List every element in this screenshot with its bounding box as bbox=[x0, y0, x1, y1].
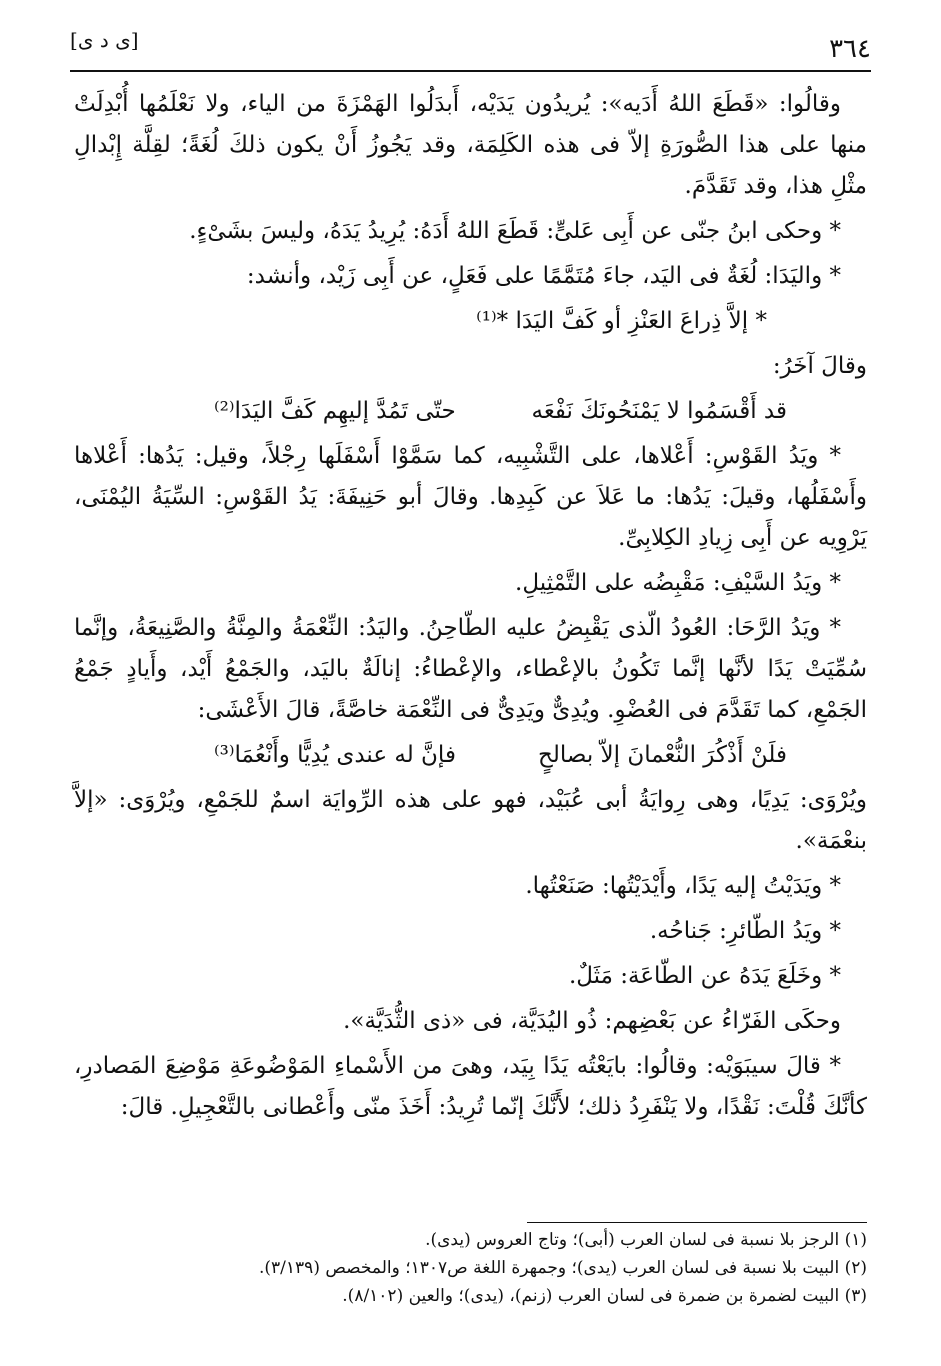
footnotes bbox=[74, 1226, 867, 1310]
footnote: (١) الرجز بلا نسبة فى لسان العرب (أبى)؛ وتاج العروس (يدى). bbox=[425, 1230, 867, 1250]
paragraph: * وحكى ابنُ جنّى عن أَبِى عَلىٍّ: قَطَعَ اللهُ أَدَهُ: يُرِيدُ يَدَهُ، وليسَ بشَىْءٍ. bbox=[189, 218, 841, 244]
main-text bbox=[74, 84, 867, 1216]
paragraph: وقالُوا: «قَطَعَ اللهُ أَدَيه»: يُريدُون يَدَيْه، أَبدَلُوا الهَمْزَةَ من الياء، ولا نَعْلَمُها أُبْدِلَتْ منها على هذا الصُّورَةِ إلاّ فى هذه الكَلِمَة، وقد يَجُوزُ أَنْ يكون ذلكَ لُغَةً؛ لقِلَّة إِبْدالِ مثْلِ هذا، وقد تَقَدَّمَ. bbox=[74, 91, 867, 199]
hemistich-second: حتّى تَمُدَّ إليهِم كَفَّ اليَدَا⁽²⁾ bbox=[214, 398, 456, 424]
paragraph: وحكَى الفَرّاءُ عن بَعْضِهم: ذُو اليُدَيَّة، فى «ذى الثُّدَيَّة». bbox=[343, 1008, 841, 1034]
root-letters: [ى د ى] bbox=[70, 28, 139, 52]
paragraph: * واليَدَا: لُغَةٌ فى اليَد، جاءَ مُتَمَّمًا على فَعَلٍ، عن أَبِى زَيْد، وأنشد: bbox=[246, 263, 841, 289]
verse-rajaz bbox=[74, 301, 867, 342]
paragraph: * ويَدُ القَوْسِ: أَعْلاها، على التَّشْبِيه، كما سَمَّوْا أَسْفَلَها رِجْلاً، وقيل: يَدُها: أَعْلاها وأَسْفَلُها، وقيلَ: يَدُها: ما عَلاَ عن كَبِدِها. وقالَ أبو حَنِيفَةَ: يَدُ القَوْسِ: السِّيَةُ اليُمْنَى، يَرْوِيه عن أَبِى زِيادِ الكِلابِىِّ. bbox=[74, 443, 867, 551]
paragraph: * ويَدَيْتُ إليه يَدًا، وأَيْدَيْتُها: صَنَعْتُها. bbox=[525, 873, 841, 899]
verse-line: * إلاَّ ذِراعَ العَنْزِ أو كَفَّ اليَدَا *⁽¹⁾ bbox=[476, 308, 767, 334]
paragraph: * قالَ سيبَوَيْه: وقالُوا: بايَعْتُه يَدًا بِيَد، وهىَ من الأَسْماءِ المَوْضُوعَةِ مَوْضِعَ المَصادرِ، كأنَّكَ قُلْتَ: نَقْدًا، ولا يَنْفَرِدُ ذلك؛ لأَنَّكَ إنّما تُرِيدُ: أَخَذَ منّى وأَعْطانى بالتَّعْجِيلِ. قالَ: bbox=[74, 1053, 867, 1120]
paragraph: ويُرْوَى: يَدِيًا، وهى رِوايَةُ أبى عُبَيْد، فهو على هذه الرِّوايَة اسمٌ للجَمْعِ، ويُرْوَى: «إلاَّ بنعْمَة». bbox=[74, 787, 867, 854]
verse-couplet bbox=[74, 391, 867, 432]
hemistich-first: فلَنْ أَذْكُرَ النُّعْمانَ إلاّ بصالحٍ bbox=[538, 742, 787, 768]
header-rule bbox=[70, 70, 871, 72]
page-header bbox=[70, 28, 871, 64]
paragraph: * ويَدُ السَّيْفِ: مَقْبِضُه على التَّمْثِيلِ. bbox=[515, 570, 841, 596]
footnote-rule bbox=[527, 1222, 867, 1223]
verse-couplet bbox=[74, 735, 867, 776]
paragraph: * ويَدُ الطّائرِ: جَناحُه. bbox=[649, 918, 841, 944]
paragraph: * ويَدُ الرَّحَا: العُودُ الّذى يَقْبِضُ عليه الطّاحِنُ. واليَدُ: النِّعْمَةُ والمِنَّةُ والصَّنِيعَةُ، وإنَّما سُمِّيَتْ يَدًا لأنَّها إنَّما تَكُونُ بالإعْطاء، والإعْطاءُ: إنالَةٌ باليَد، والجَمْعُ أَيْد، وأَيادٍ جَمْعُ الجَمْعِ، كما تَقَدَّمَ فى العُضْوِ. ويُدِىٌّ ويَدِىٌّ فى النِّعْمَة خاصَّةً، قالَ الأَعْشَى: bbox=[74, 615, 867, 723]
hemistich-second: فإنَّ له عندى يُدِيًّا وأَنْعُمَا⁽³⁾ bbox=[214, 742, 456, 768]
footnote: (٢) البيت بلا نسبة فى لسان العرب (يدى)؛ وجمهرة اللغة ص١٣٠٧؛ والمخصص (٣/١٣٩). bbox=[259, 1258, 867, 1278]
page-number: ٣٦٤ bbox=[829, 34, 871, 64]
paragraph: وقالَ آخَرُ: bbox=[772, 353, 867, 379]
hemistich-first: قد أَقْسَمُوا لا يَمْنَحُونَكَ نَفْعَه bbox=[531, 398, 787, 424]
paragraph: * وخَلَعَ يَدَهُ عن الطّاعَة: مَثَلٌ. bbox=[568, 963, 841, 989]
footnote: (٣) البيت لضمرة بن ضمرة فى لسان العرب (زنم)، (يدى)؛ والعين (٨/١٠٢). bbox=[342, 1286, 867, 1306]
